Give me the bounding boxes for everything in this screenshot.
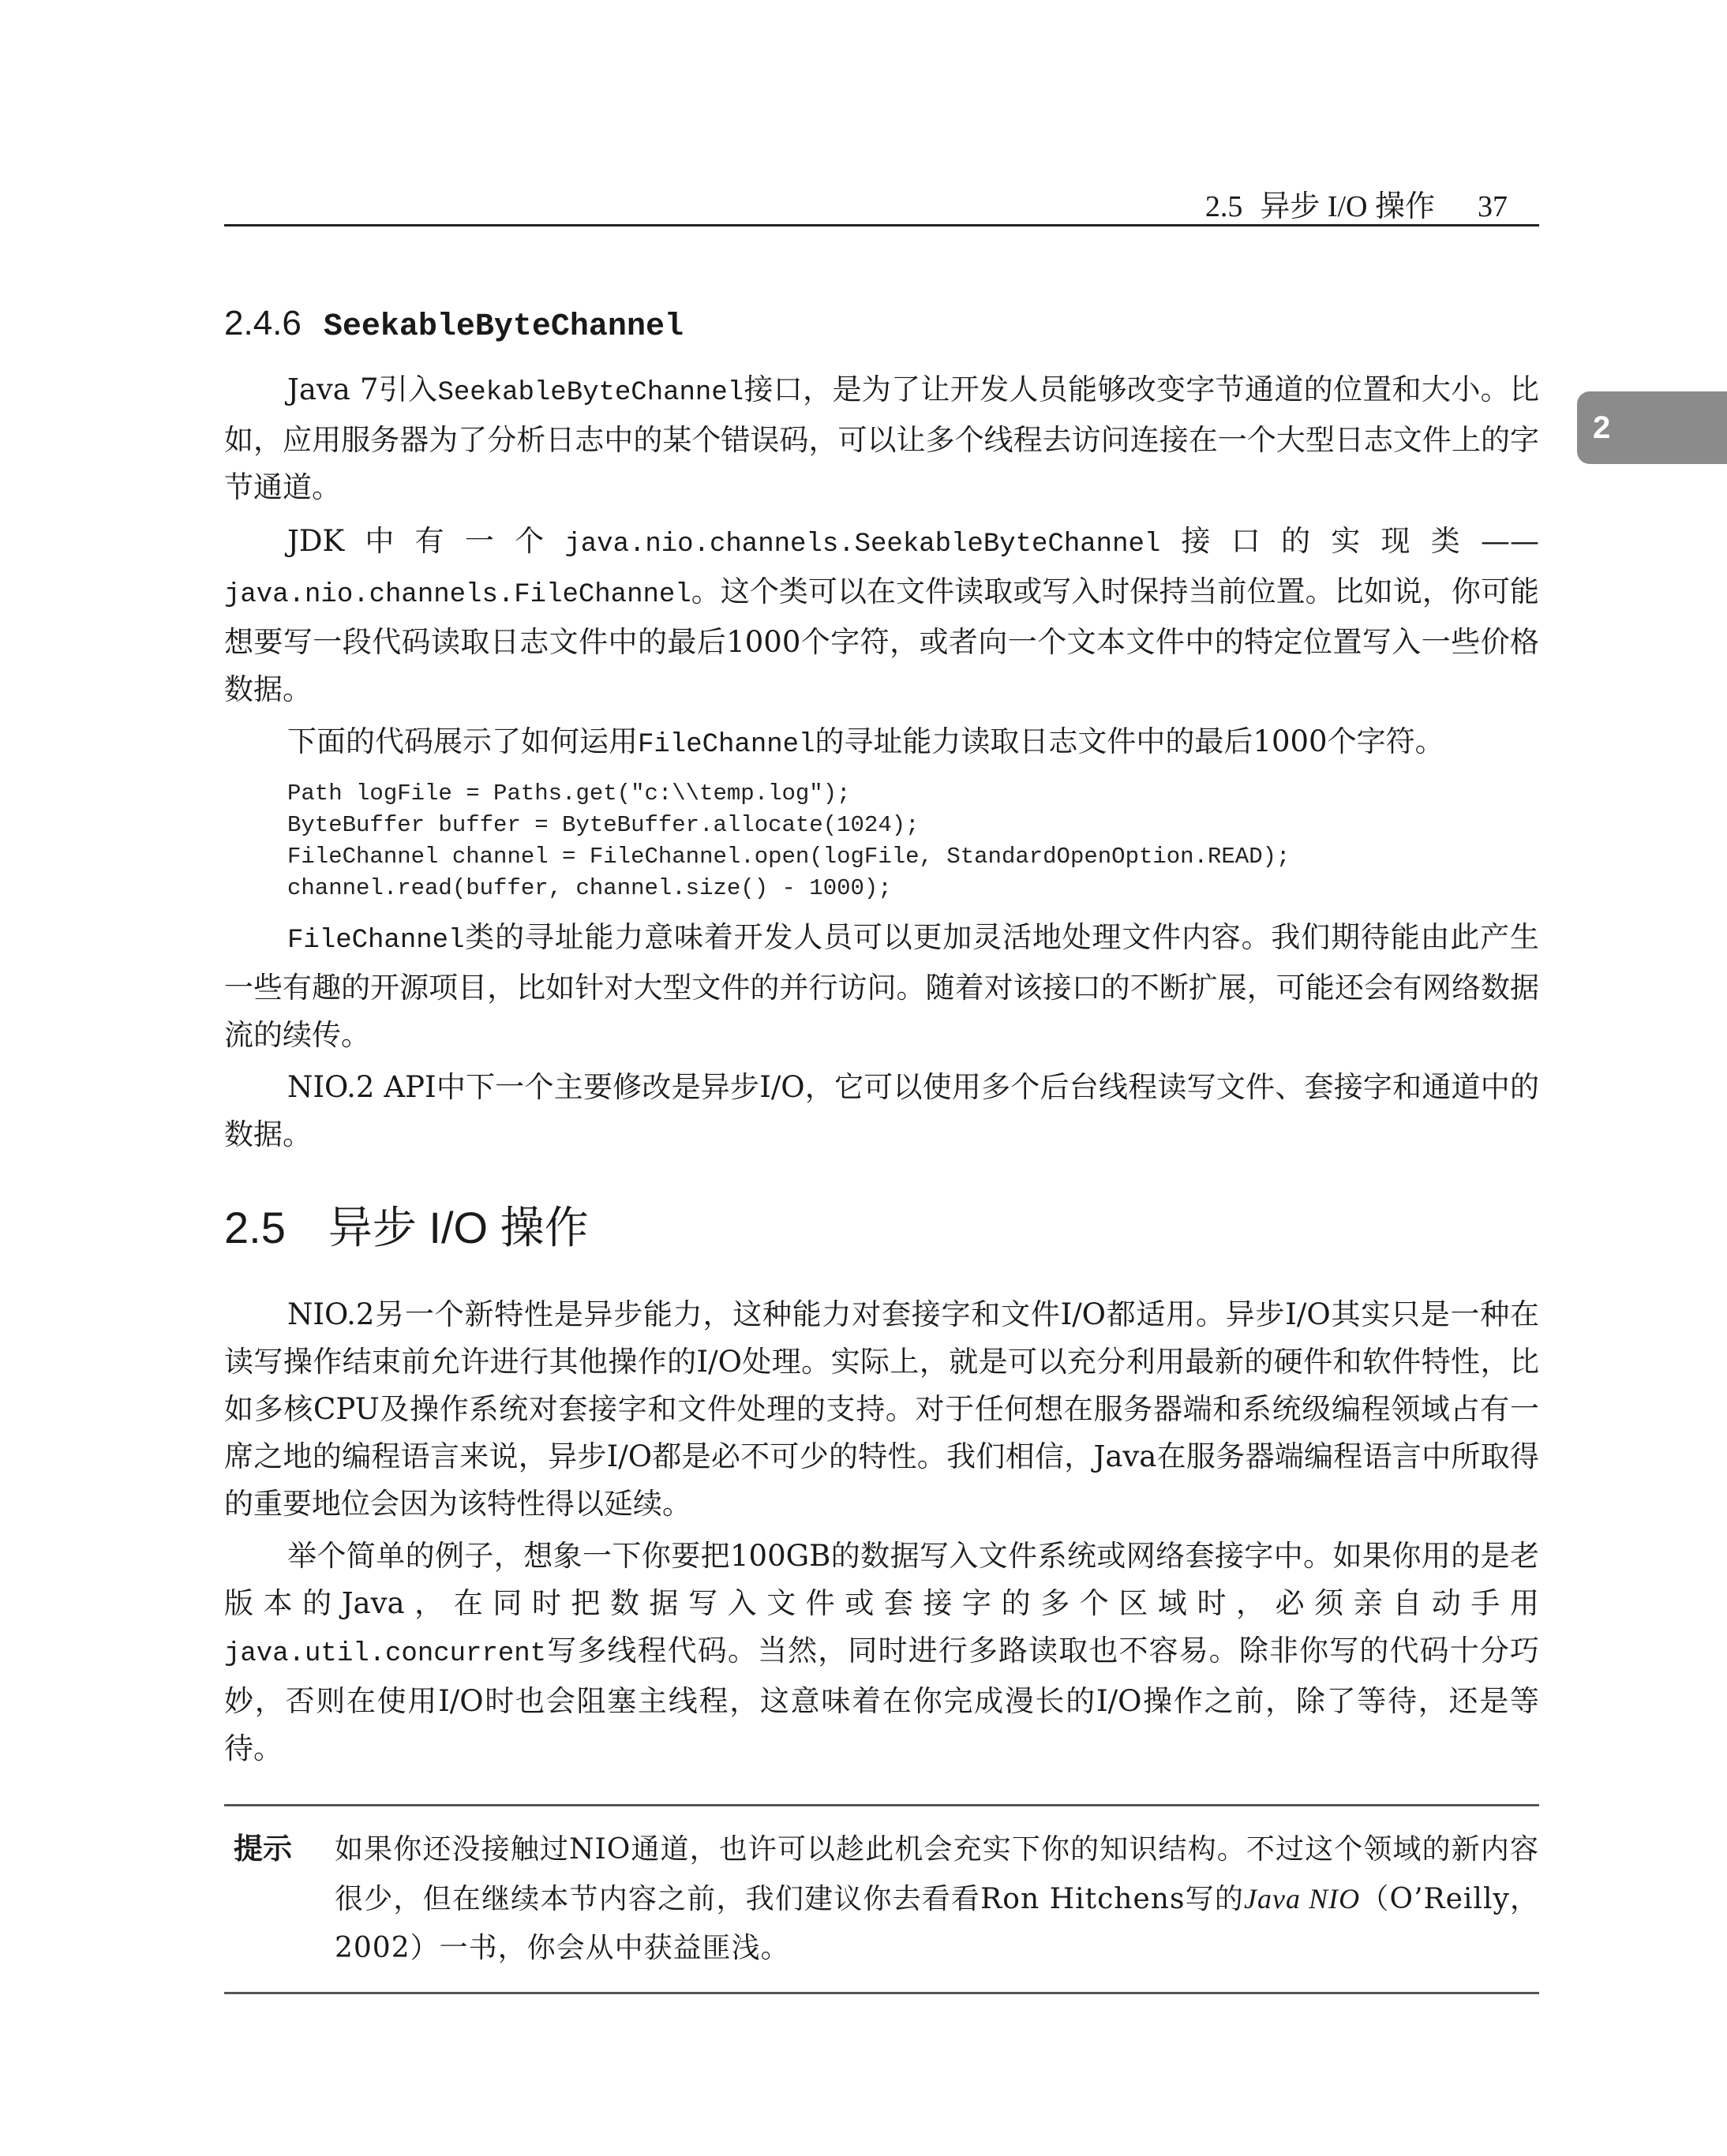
header-text	[1188, 182, 1508, 225]
text: 如果你还没接触过NIO通道，也许可以趁此机会充实下你的知识结构。不过这个领域的新内容很少，但在继续本节内容之前，我们建议你去看看Ron Hitchens写的	[335, 1833, 1539, 1915]
inline-code: java.nio.channels.FileChannel	[224, 580, 691, 610]
inline-code: java.nio.channels.SeekableByteChannel	[564, 530, 1161, 560]
text: NIO.2另一个新特性是异步能力，这种能力对套接字和文件I/O都适用。异步I/O其实只是一种在读写操作结束前允许进行其他操作的I/O处理。实际上，就是可以充分利用最新的硬件和软件特性，比如多核CPU及操作系统对套接字和文件处理的支持。对于任何想在服务器端和系统级编程领域占有一席之地的编程语言来说，异步I/O都是必不可少的特性。我们相信，Java在服务器端编程语言中所取得的重要地位会因为该特性得以延续。	[224, 1297, 1539, 1521]
inline-code: SeekableByteChannel	[437, 378, 744, 408]
code-line: channel.read(buffer, channel.size() - 1000);	[287, 875, 892, 901]
paragraph-3	[224, 718, 1539, 769]
header-section-number: 2.5	[1204, 190, 1243, 223]
text: 写多线程代码。当然，同时进行多路读取也不容易。除非你写的代码十分巧妙，否则在使用I/O时也会阻塞主线程，这意味着在你完成漫长的I/O操作之前，除了等待，还是等待。	[224, 1634, 1539, 1765]
chapter-tab: 2	[1577, 391, 1727, 464]
section-title: 异步 I/O 操作	[328, 1203, 589, 1252]
header-section-title: 异步 I/O 操作	[1260, 190, 1435, 223]
book-title: Java NIO	[1244, 1883, 1361, 1915]
text: 。这个类可以在文件读取或写入时保持当前位置。比如说，你可能想要写一段代码读取日志文件中的最后1000个字符，或者向一个文本文件中的特定位置写入一些价格数据。	[224, 575, 1539, 706]
page-number: 37	[1478, 190, 1508, 223]
tip-box	[224, 1804, 1539, 1994]
text: NIO.2 API中下一个主要修改是异步I/O，它可以使用多个后台线程读写文件、套接字和通道中的数据。	[224, 1070, 1539, 1151]
paragraph-6	[224, 1291, 1539, 1528]
section-number: 2.5	[224, 1203, 286, 1252]
code-line: FileChannel channel = FileChannel.open(logFile, StandardOpenOption.READ);	[287, 844, 1291, 870]
paragraph-1	[224, 366, 1539, 511]
paragraph-2	[224, 518, 1539, 713]
subsection-heading	[224, 300, 1539, 347]
inline-code: FileChannel	[638, 730, 815, 760]
inline-code: java.util.concurrent	[224, 1639, 547, 1669]
text: （O’Reilly，2002）一书，你会从中获益匪浅。	[335, 1883, 1539, 1964]
paragraph-4	[224, 914, 1539, 1059]
text: 类的寻址能力意味着开发人员可以更加灵活地处理文件内容。我们期待能由此产生一些有趣的开源项目，比如针对大型文件的并行访问。随着对该接口的不断扩展，可能还会有网络数据流的续传。	[224, 920, 1539, 1052]
text: 接口的实现类——	[1160, 524, 1540, 558]
paragraph-5	[224, 1064, 1539, 1158]
paragraph-7	[224, 1533, 1539, 1772]
running-header	[224, 177, 1539, 226]
code-block	[287, 778, 1539, 904]
text: 接口，是为了让开发人员能够改变字节通道的位置和大小。比如，应用服务器为了分析日志中的某个错误码，可以让多个线程去访问连接在一个大型日志文件上的字节通道。	[224, 372, 1539, 504]
section-heading	[224, 1196, 1539, 1260]
text: 举个简单的例子，想象一下你要把100GB的数据写入文件系统或网络套接字中。如果你用的是老版本的Java，在同时把数据写入文件或套接字的多个区域时，必须亲自动手用	[224, 1539, 1539, 1620]
subsection-number: 2.4.6	[224, 304, 302, 342]
inline-code: FileChannel	[287, 926, 465, 956]
code-line: ByteBuffer buffer = ByteBuffer.allocate(1024);	[287, 812, 920, 838]
subsection-title: SeekableByteChannel	[323, 309, 684, 345]
page-content	[224, 300, 1539, 1994]
text: 的寻址能力读取日志文件中的最后1000个字符。	[815, 724, 1444, 758]
tip-label: 提示	[234, 1832, 292, 1866]
code-line: Path logFile = Paths.get("c:\\temp.log");	[287, 780, 851, 807]
text: JDK中有一个	[287, 524, 565, 558]
text: Java 7引入	[287, 372, 438, 406]
tip-text	[335, 1825, 1539, 1973]
text: 下面的代码展示了如何运用	[287, 724, 638, 758]
